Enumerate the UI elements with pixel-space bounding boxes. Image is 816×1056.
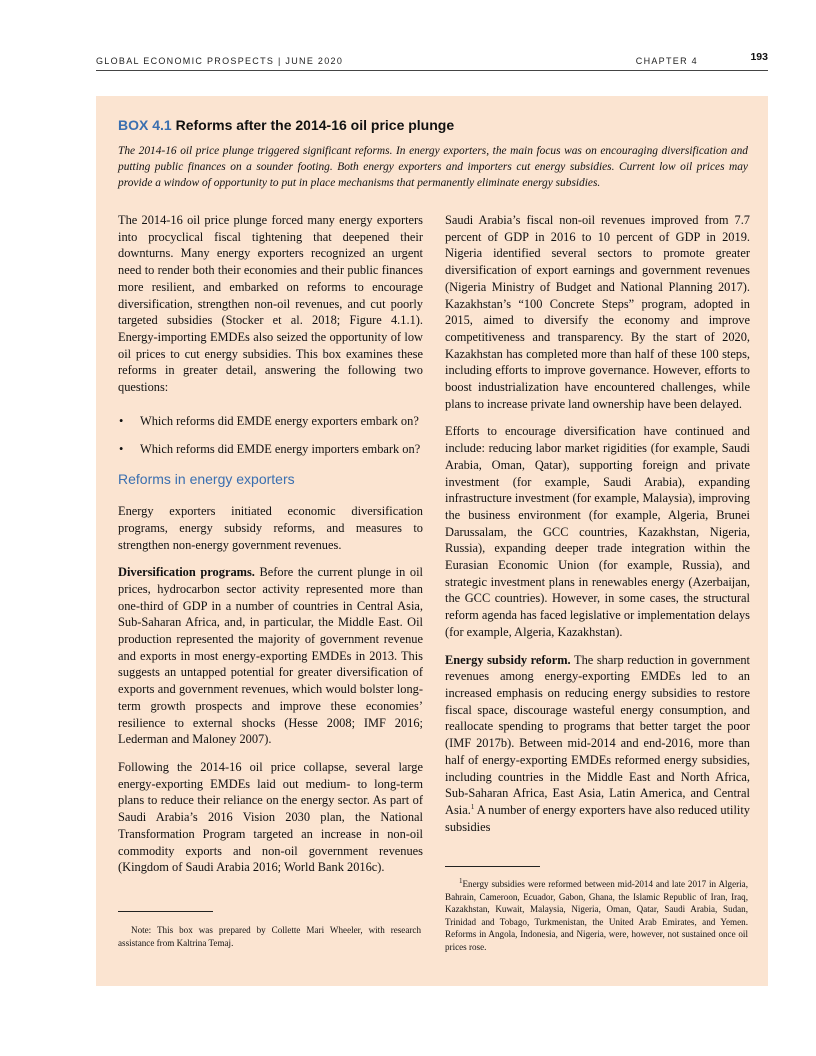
left-column [118,212,423,887]
paragraph: The 2014-16 oil price plunge forced many energy exporters into procyclical fiscal tightening that deepened their downturns. Many energy exporters recognized an urgent need to render both their economies and their public finances more resilient, and embarked on reforms to encourage diversification, strengthen non-oil revenues, and cut poorly targeted subsidies (Stocker et al. 2018; Figure 4.1.1). Energy-importing EMDEs also seized the opportunity of low oil prices to cut energy subsidies. This box examines these reforms in greater detail, answering the following two questions: [118,213,423,395]
box-intro: The 2014-16 oil price plunge triggered significant reforms. In energy exporters, the main focus was on encouraging diversification and putting public finances on a sounder footing. Both energy exporters and importers cut energy subsidies. Current low oil prices may provide a window of opportunity to put in place mechanisms that permanently eliminate energy subsidies. [118,145,748,189]
note-divider [118,911,213,912]
chapter-label: CHAPTER 4 [635,56,698,66]
list-item: • Which reforms did EMDE energy importers embark on? [119,442,421,457]
paragraph: Diversification programs. Before the current plunge in oil prices, hydrocarbon sector activity represented more than one-third of GDP in a number of countries in Central Asia, Sub-Saharan Africa, and, in particular, the Middle East. Oil production represented the majority of government revenue and exports in most energy-exporting EMDEs in 2013. This suggests an untapped potential for greater diversification of exports and government revenues, which would bolster long-term growth prospects and improve these economies’ resilience to external shocks (Hesse 2008; IMF 2016; Lederman and Maloney 2007). [118,565,423,747]
right-column [445,212,750,846]
footnote: $^1$Energy subsidies were reformed between mid-2014 and late 2017 in Algeria, Bahrain, Cameroon, Ecuador, Gabon, Ghana, the Islamic Republic of Iran, Iraq, Kazakhstan, Kuwait, Malaysia, Nigeria, Oman, Qatar, Saudi Arabia, Sudan, Trinidad and Tobago, Turkmenistan, the United Arab Emirates, and Yemen. Reforms in Angola, Indonesia, and Nigeria, were, however, not sustained once oil prices rose. [445,876,748,952]
section-heading: Reforms in energy exporters [118,471,295,488]
bullet-icon: • [119,413,124,428]
running-header [96,50,768,71]
box-heading [118,117,454,133]
publication-title: GLOBAL ECONOMIC PROSPECTS | JUNE 2020 [96,56,344,66]
box-title: Reforms after the 2014-16 oil price plunge [175,117,455,133]
run-in-heading: Energy subsidy reform. [445,652,571,667]
bullet-icon: • [119,442,124,457]
paragraph: Energy exporters initiated economic diversification programs, energy subsidy reforms, and measures to strengthen non-energy government revenues. [118,504,423,552]
question-list [118,413,423,458]
paragraph: Following the 2014-16 oil price collapse, several large energy-exporting EMDEs laid out medium- to long-term plans to reduce their reliance on the energy sector. As part of Saudi Arabia’s 2016 Vision 2030 plan, the National Transformation Program targeted an increase in non-oil commodity exports and non-oil government revenues (Kingdom of Saudi Arabia 2016; World Bank 2016c). [118,759,423,875]
paragraph: Energy subsidy reform. The sharp reduction in government revenues among energy-exporting EMDEs led to an increased emphasis on reducing energy subsidies to restore fiscal space, discourage wasteful energy consumption, and reallocate spending to programs that better target the poor (IMF 2017b). Between mid-2014 and end-2016, more than half of energy-exporting EMDEs reformed energy subsidies, including countries in the Middle East and North Africa, Sub-Saharan Africa, East Asia, Latin America, and Central Asia.$^1$ A number of energy exporters have also reduced utility subsidies [445,652,750,834]
box-label: BOX 4.1 [118,117,172,133]
footnote-divider [445,866,540,867]
author-note: Note: This box was prepared by Collette Mari Wheeler, with research assistance from Kaltrina Temaj. [118,925,421,948]
box-panel [96,96,768,986]
paragraph: Efforts to encourage diversification have continued and include: reducing labor market rigidities (for example, Saudi Arabia, Oman, Qatar), supporting foreign and private investment (for example, Saudi Arabia), expanding infrastructure investment (for example, Malaysia), improving the business environment (for example, Algeria, Brunei Darussalam, the GCC countries, Kazakhstan, Nigeria, Russia), expanding deeper trade integration within the Eurasian Economic Union (for example, Russia), and strategic investment plans in renewables energy (Azerbaijan, the GCC countries). However, in some cases, the structural reform agenda has faced legislative or implementation delays (for example, Algeria, Kazakhstan). [445,424,750,639]
list-item: • Which reforms did EMDE energy exporters embark on? [119,413,419,428]
run-in-heading: Diversification programs. [118,565,255,580]
footnote-ref: 1 [470,802,475,811]
page-number: 193 [750,51,768,63]
paragraph: Saudi Arabia’s fiscal non-oil revenues improved from 7.7 percent of GDP in 2016 to 10 percent of GDP in 2019. Nigeria identified several sectors to promote greater diversification of export earnings and government revenues (Nigeria Ministry of Budget and National Planning 2017). Kazakhstan’s “100 Concrete Steps” program, adopted in 2015, aimed to diversify the economy and improve competitiveness and transparency. By the start of 2020, Kazakhstan has completed more than half of these 100 steps, including efforts to improve governance. However, efforts to boost industrialization have encountered challenges, while plans to increase private land ownership have been delayed. [445,213,750,411]
footnote-mark: 1 [459,876,463,885]
